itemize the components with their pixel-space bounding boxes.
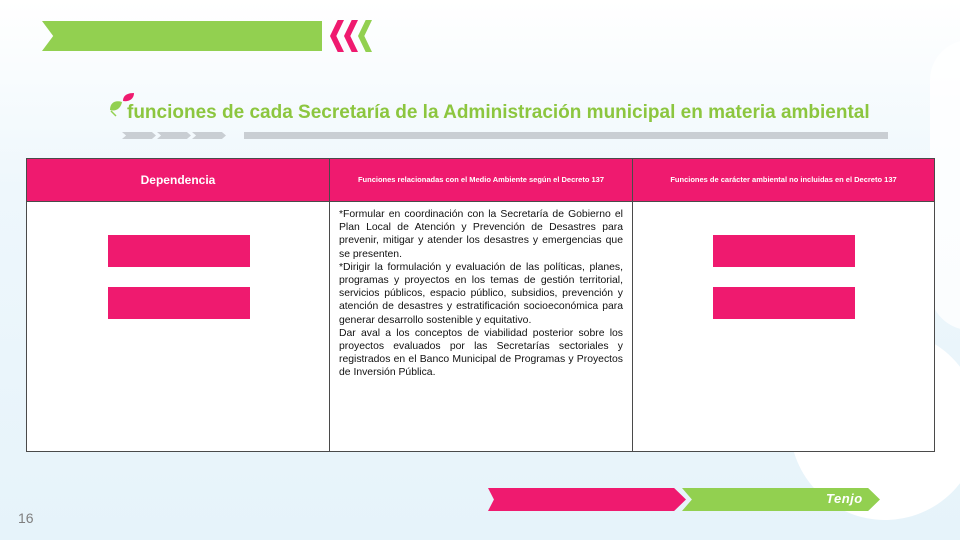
slide-title: funciones de cada Secretaría de la Administración municipal en materia ambiental [127,102,870,123]
chevron-left-icon [330,20,344,52]
table-header-row [27,159,935,202]
title-rule-segment [157,132,191,139]
title-rule-segment [192,132,226,139]
dependencia-cell [27,202,330,452]
function-item: *Dirigir la formulación y evaluación de las políticas, planes, programas y proyectos en los temas de gestión territorial, servicios públicos, espacio público, subsidios, prevención y atención de desastres y estratificación socioeconómica para generar desarrollo sostenible y equitativo. [339,261,623,326]
function-item: Dar aval a los conceptos de viabilidad posterior sobre los proyectos evaluados por las Secretarías sectoriales y registrados en el Banco Municipal de Programas y Proyectos de Inversión Pública. [339,327,623,379]
chevron-left-icon [358,20,372,52]
redacted-block [108,287,250,319]
header-dependencia: Dependencia [27,159,330,202]
header-funciones-no-incluidas: Funciones de carácter ambiental no incluidas en el Decreto 137 [633,159,935,202]
title-rule-segment [122,132,156,139]
function-item: *Formular en coordinación con la Secretaría de Gobierno el Plan Local de Atención y Prevención de Desastres para prevenir, mitigar y atender los desastres y emergencias que se presenten. [339,209,623,260]
header-funciones-decreto: Funciones relacionadas con el Medio Ambiente según el Decreto 137 [330,159,633,202]
non-included-functions-cell [633,202,935,452]
footer-pink-bar [488,488,686,511]
title-rule [244,132,888,139]
tenjo-logo: Tenjo [826,491,863,506]
page-number: 16 [18,510,34,526]
top-banner-bar [42,21,322,51]
chevron-left-icon [344,20,358,52]
redacted-block [108,235,250,267]
functions-cell [330,202,633,452]
redacted-block [713,235,855,267]
functions-table [26,158,934,452]
table-row [27,202,935,452]
redacted-block [713,287,855,319]
